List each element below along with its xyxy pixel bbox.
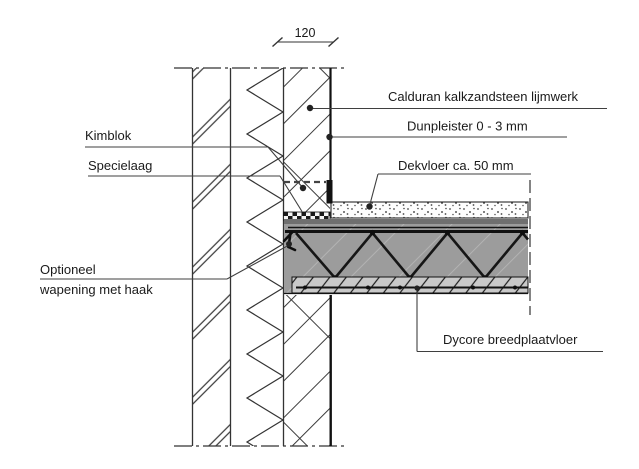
masonry-hatch xyxy=(192,68,231,446)
inner-leaf-lower xyxy=(283,295,330,446)
dimension-value: 120 xyxy=(294,26,316,40)
label-optioneel-line2: wapening met haak xyxy=(40,282,153,297)
plaster-strip-black xyxy=(327,180,333,204)
plank-hatch xyxy=(293,278,528,293)
kzs-crosshatch-upper xyxy=(283,68,330,212)
outer-masonry-leaf xyxy=(192,68,231,446)
screed-layer xyxy=(331,202,528,218)
label-optioneel-line1: Optioneel xyxy=(40,262,96,277)
inner-leaf-upper xyxy=(283,68,330,212)
label-dunpleister: Dunpleister 0 - 3 mm xyxy=(407,118,528,134)
label-kimblok: Kimblok xyxy=(85,128,132,143)
label-calduran: Calduran kalkzandsteen lijmwerk xyxy=(388,89,579,104)
kzs-crosshatch-lower xyxy=(283,295,330,446)
label-dycore: Dycore breedplaatvloer xyxy=(443,332,578,347)
label-dekvloer: Dekvloer ca. 50 mm xyxy=(398,158,514,173)
label-specielaag: Specielaag xyxy=(88,158,153,173)
specielaag-mortar-strip xyxy=(284,212,331,220)
separation-strip xyxy=(284,219,528,224)
